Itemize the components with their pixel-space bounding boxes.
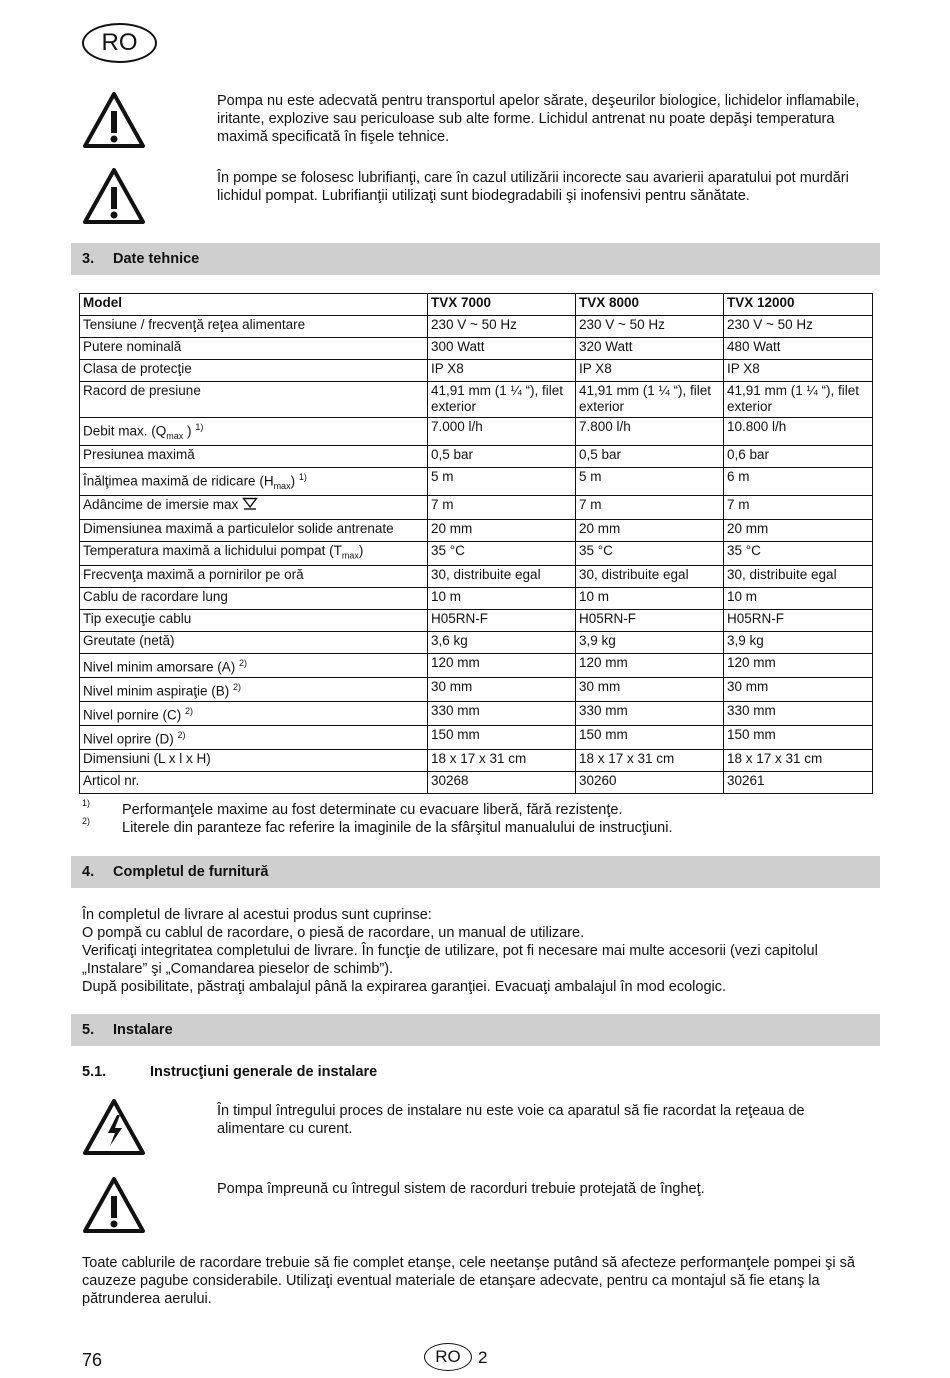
cell: 18 x 17 x 31 cm <box>428 750 576 772</box>
cell: 320 Watt <box>576 338 724 360</box>
cell: 7 m <box>724 496 873 520</box>
cell: 7.000 l/h <box>428 418 576 446</box>
subsection-heading <box>82 1064 377 1080</box>
cell: 41,91 mm (1 ¼ “), filet exterior <box>428 382 576 418</box>
row-label: Presiunea maximă <box>80 446 428 468</box>
cell: 30 mm <box>724 678 873 702</box>
subsection-title: Instrucţiuni generale de instalare <box>150 1064 378 1080</box>
cell: 150 mm <box>428 726 576 750</box>
footnote-ref: 2) <box>185 706 194 717</box>
row-label <box>80 542 428 566</box>
cell: 35 °C <box>576 542 724 566</box>
row-label: Putere nominală <box>80 338 428 360</box>
label-text: Nivel minim aspiraţie (B) <box>83 683 230 699</box>
subsection-number: 5.1. <box>82 1064 107 1080</box>
label-text: Nivel oprire (D) <box>83 731 174 747</box>
table-row <box>80 772 873 794</box>
install-paragraph: Toate cablurile de racordare trebuie să fie complet etanşe, cele neetanşe putând să afecteze performanţele pompei şi să cauzeze pagube considerabile. Utilizaţi eventual materiale de etanşare adecvate, pentru ca montajul să fie etanş la pătrunderea aerului. <box>82 1255 855 1307</box>
footnote-text: Literele din paranteze fac referire la imaginile de la sfârşitul manualului de instrucţiuni. <box>122 820 673 836</box>
paragraph-line: După posibilitate, păstraţi ambalajul până la expirarea garanţiei. Evacuaţi ambalajul în mod ecologic. <box>82 979 727 995</box>
row-label <box>80 702 428 726</box>
cell: 10.800 l/h <box>724 418 873 446</box>
cell: 230 V ~ 50 Hz <box>428 316 576 338</box>
cell: 7.800 l/h <box>576 418 724 446</box>
footnote-mark: 2) <box>82 816 91 826</box>
cell: 30268 <box>428 772 576 794</box>
cell: 35 °C <box>428 542 576 566</box>
cell: 30261 <box>724 772 873 794</box>
section-title: Instalare <box>113 1022 173 1038</box>
install-warning-text-1: În timpul întregului proces de instalare nu este voie ca aparatul să fie racordat la reţeaua de alimentare cu curent. <box>217 1103 805 1137</box>
label-text: Temperatura maximă a lichidului pompat (T <box>83 543 342 559</box>
header-tvx7000: TVX 7000 <box>428 294 576 316</box>
section-number: 4. <box>82 864 95 880</box>
section-header-4 <box>71 856 880 888</box>
table-row <box>80 496 873 520</box>
cell: 120 mm <box>724 654 873 678</box>
install-warning-text-2: Pompa împreună cu întregul sistem de racorduri trebuie protejată de îngheţ. <box>217 1181 705 1197</box>
warning-triangle-icon <box>82 167 146 225</box>
label-subscript: max <box>166 431 184 442</box>
table-row <box>80 360 873 382</box>
label-text: ) <box>183 423 192 439</box>
cell: 5 m <box>428 468 576 496</box>
cell: H05RN-F <box>428 610 576 632</box>
table-row <box>80 610 873 632</box>
language-badge <box>82 23 157 63</box>
table-row <box>80 726 873 750</box>
cell: 3,9 kg <box>724 632 873 654</box>
row-label <box>80 418 428 446</box>
delivery-contents <box>82 906 882 996</box>
cell: 150 mm <box>576 726 724 750</box>
table-row <box>80 678 873 702</box>
row-label <box>80 496 428 520</box>
footnote-ref: 1) <box>298 472 307 483</box>
table-row <box>80 316 873 338</box>
cell: 230 V ~ 50 Hz <box>576 316 724 338</box>
cell: 150 mm <box>724 726 873 750</box>
label-text: ) <box>358 543 364 559</box>
table-row <box>80 654 873 678</box>
cell: 0,5 bar <box>428 446 576 468</box>
language-label: RO <box>101 29 138 56</box>
label-text: Nivel pornire (C) <box>83 707 182 723</box>
cell: 3,6 kg <box>428 632 576 654</box>
footnote-ref: 2) <box>233 682 242 693</box>
label-text: Înălţimea maximă de ridicare (H <box>83 473 274 489</box>
warning-triangle-icon <box>82 1176 146 1234</box>
cell: 41,91 mm (1 ¼ “), filet exterior <box>724 382 873 418</box>
cell: 120 mm <box>576 654 724 678</box>
paragraph-line: În completul de livrare al acestui produs sunt cuprinse: <box>82 907 432 923</box>
table-row <box>80 566 873 588</box>
table-row <box>80 382 873 418</box>
cell: 230 V ~ 50 Hz <box>724 316 873 338</box>
row-label: Tip execuţie cablu <box>80 610 428 632</box>
paragraph-line: O pompă cu cablul de racordare, o piesă de racordare, un manual de utilizare. <box>82 925 585 941</box>
warning-triangle-icon <box>82 91 146 149</box>
cell: 30260 <box>576 772 724 794</box>
row-label: Greutate (netă) <box>80 632 428 654</box>
row-label: Articol nr. <box>80 772 428 794</box>
footnote-ref: 2) <box>177 730 186 741</box>
warning-text-1: Pompa nu este adecvată pentru transportul apelor sărate, deşeurilor biologice, lichidelor inflamabile, iritante, explozive sau periculoase sub alte forme. Lichidul antrenat nu poate depăşi temperatura maximă specificată în fişele tehnice. <box>217 93 860 145</box>
label-subscript: max <box>341 551 359 562</box>
table-row <box>80 338 873 360</box>
electric-warning-icon <box>82 1098 146 1156</box>
footnote-text: Performanţele maxime au fost determinate cu evacuare liberă, fără rezistenţe. <box>122 802 623 818</box>
cell: 20 mm <box>724 520 873 542</box>
cell: 18 x 17 x 31 cm <box>724 750 873 772</box>
header-tvx8000: TVX 8000 <box>576 294 724 316</box>
cell: 10 m <box>576 588 724 610</box>
cell: 30, distribuite egal <box>428 566 576 588</box>
cell: 3,9 kg <box>576 632 724 654</box>
cell: 41,91 mm (1 ¼ “), filet exterior <box>576 382 724 418</box>
cell: 30, distribuite egal <box>724 566 873 588</box>
cell: 0,6 bar <box>724 446 873 468</box>
section-header-5 <box>71 1014 880 1046</box>
cell: 30 mm <box>428 678 576 702</box>
cell: 330 mm <box>576 702 724 726</box>
table-row <box>80 418 873 446</box>
warning-text-2: În pompe se folosesc lubrifianţi, care în cazul utilizării incorecte sau avarierii aparatului pot murdări lichidul pompat. Lubrifianţii utilizaţi sunt biodegradabili şi inofensivi pentru sănătate. <box>217 170 849 204</box>
table-row <box>80 520 873 542</box>
table-header-row <box>80 294 873 316</box>
cell: 330 mm <box>428 702 576 726</box>
row-label: Clasa de protecţie <box>80 360 428 382</box>
label-text: ) <box>290 473 296 489</box>
cell: 300 Watt <box>428 338 576 360</box>
cell: IP X8 <box>428 360 576 382</box>
footer-sub-page: 2 <box>478 1348 488 1367</box>
row-label: Dimensiuni (L x l x H) <box>80 750 428 772</box>
cell: 0,5 bar <box>576 446 724 468</box>
row-label <box>80 726 428 750</box>
cell: 30 mm <box>576 678 724 702</box>
table-row <box>80 542 873 566</box>
section-title: Date tehnice <box>113 251 200 267</box>
table-row <box>80 446 873 468</box>
row-label <box>80 678 428 702</box>
section-header-3 <box>71 243 880 275</box>
cell: 35 °C <box>724 542 873 566</box>
table-row <box>80 588 873 610</box>
footnote-mark: 1) <box>82 798 91 808</box>
cell: 20 mm <box>576 520 724 542</box>
cell: 10 m <box>428 588 576 610</box>
header-tvx12000: TVX 12000 <box>724 294 873 316</box>
label-text: Debit max. (Q <box>83 423 167 439</box>
table-row <box>80 468 873 496</box>
cell: IP X8 <box>724 360 873 382</box>
section-number: 5. <box>82 1022 95 1038</box>
table-row <box>80 750 873 772</box>
label-subscript: max <box>273 481 291 492</box>
water-level-icon <box>242 497 258 514</box>
table-row <box>80 632 873 654</box>
table-row <box>80 702 873 726</box>
footnote-ref: 2) <box>239 658 248 669</box>
header-model: Model <box>80 294 428 316</box>
cell: 480 Watt <box>724 338 873 360</box>
cell: 20 mm <box>428 520 576 542</box>
row-label <box>80 468 428 496</box>
row-label: Tensiune / frecvenţă reţea alimentare <box>80 316 428 338</box>
row-label: Frecvenţa maximă a pornirilor pe oră <box>80 566 428 588</box>
footer-language-label: RO <box>435 1347 461 1366</box>
cell: H05RN-F <box>576 610 724 632</box>
cell: 10 m <box>724 588 873 610</box>
technical-data-table <box>79 293 873 794</box>
cell: 6 m <box>724 468 873 496</box>
cell: 7 m <box>428 496 576 520</box>
row-label: Cablu de racordare lung <box>80 588 428 610</box>
row-label <box>80 654 428 678</box>
cell: IP X8 <box>576 360 724 382</box>
cell: 30, distribuite egal <box>576 566 724 588</box>
cell: 18 x 17 x 31 cm <box>576 750 724 772</box>
footnote-ref: 1) <box>195 422 204 432</box>
row-label: Dimensiunea maximă a particulelor solide antrenate <box>80 520 428 542</box>
row-label: Racord de presiune <box>80 382 428 418</box>
label-text: Nivel minim amorsare (A) <box>83 659 236 675</box>
cell: 5 m <box>576 468 724 496</box>
paragraph-line: Verificaţi integritatea completului de livrare. În funcţie de utilizare, pot fi necesare mai multe accesorii (vezi capitolul „Instalare” şi „Comandarea pieselor de schimb”). <box>82 943 818 977</box>
section-title: Completul de furnitură <box>113 864 269 880</box>
cell: 120 mm <box>428 654 576 678</box>
label-text: Adâncime de imersie max <box>83 497 239 513</box>
cell: H05RN-F <box>724 610 873 632</box>
page-number: 76 <box>82 1350 103 1370</box>
footer-language-badge <box>424 1343 472 1371</box>
cell: 7 m <box>576 496 724 520</box>
section-number: 3. <box>82 251 95 267</box>
cell: 330 mm <box>724 702 873 726</box>
